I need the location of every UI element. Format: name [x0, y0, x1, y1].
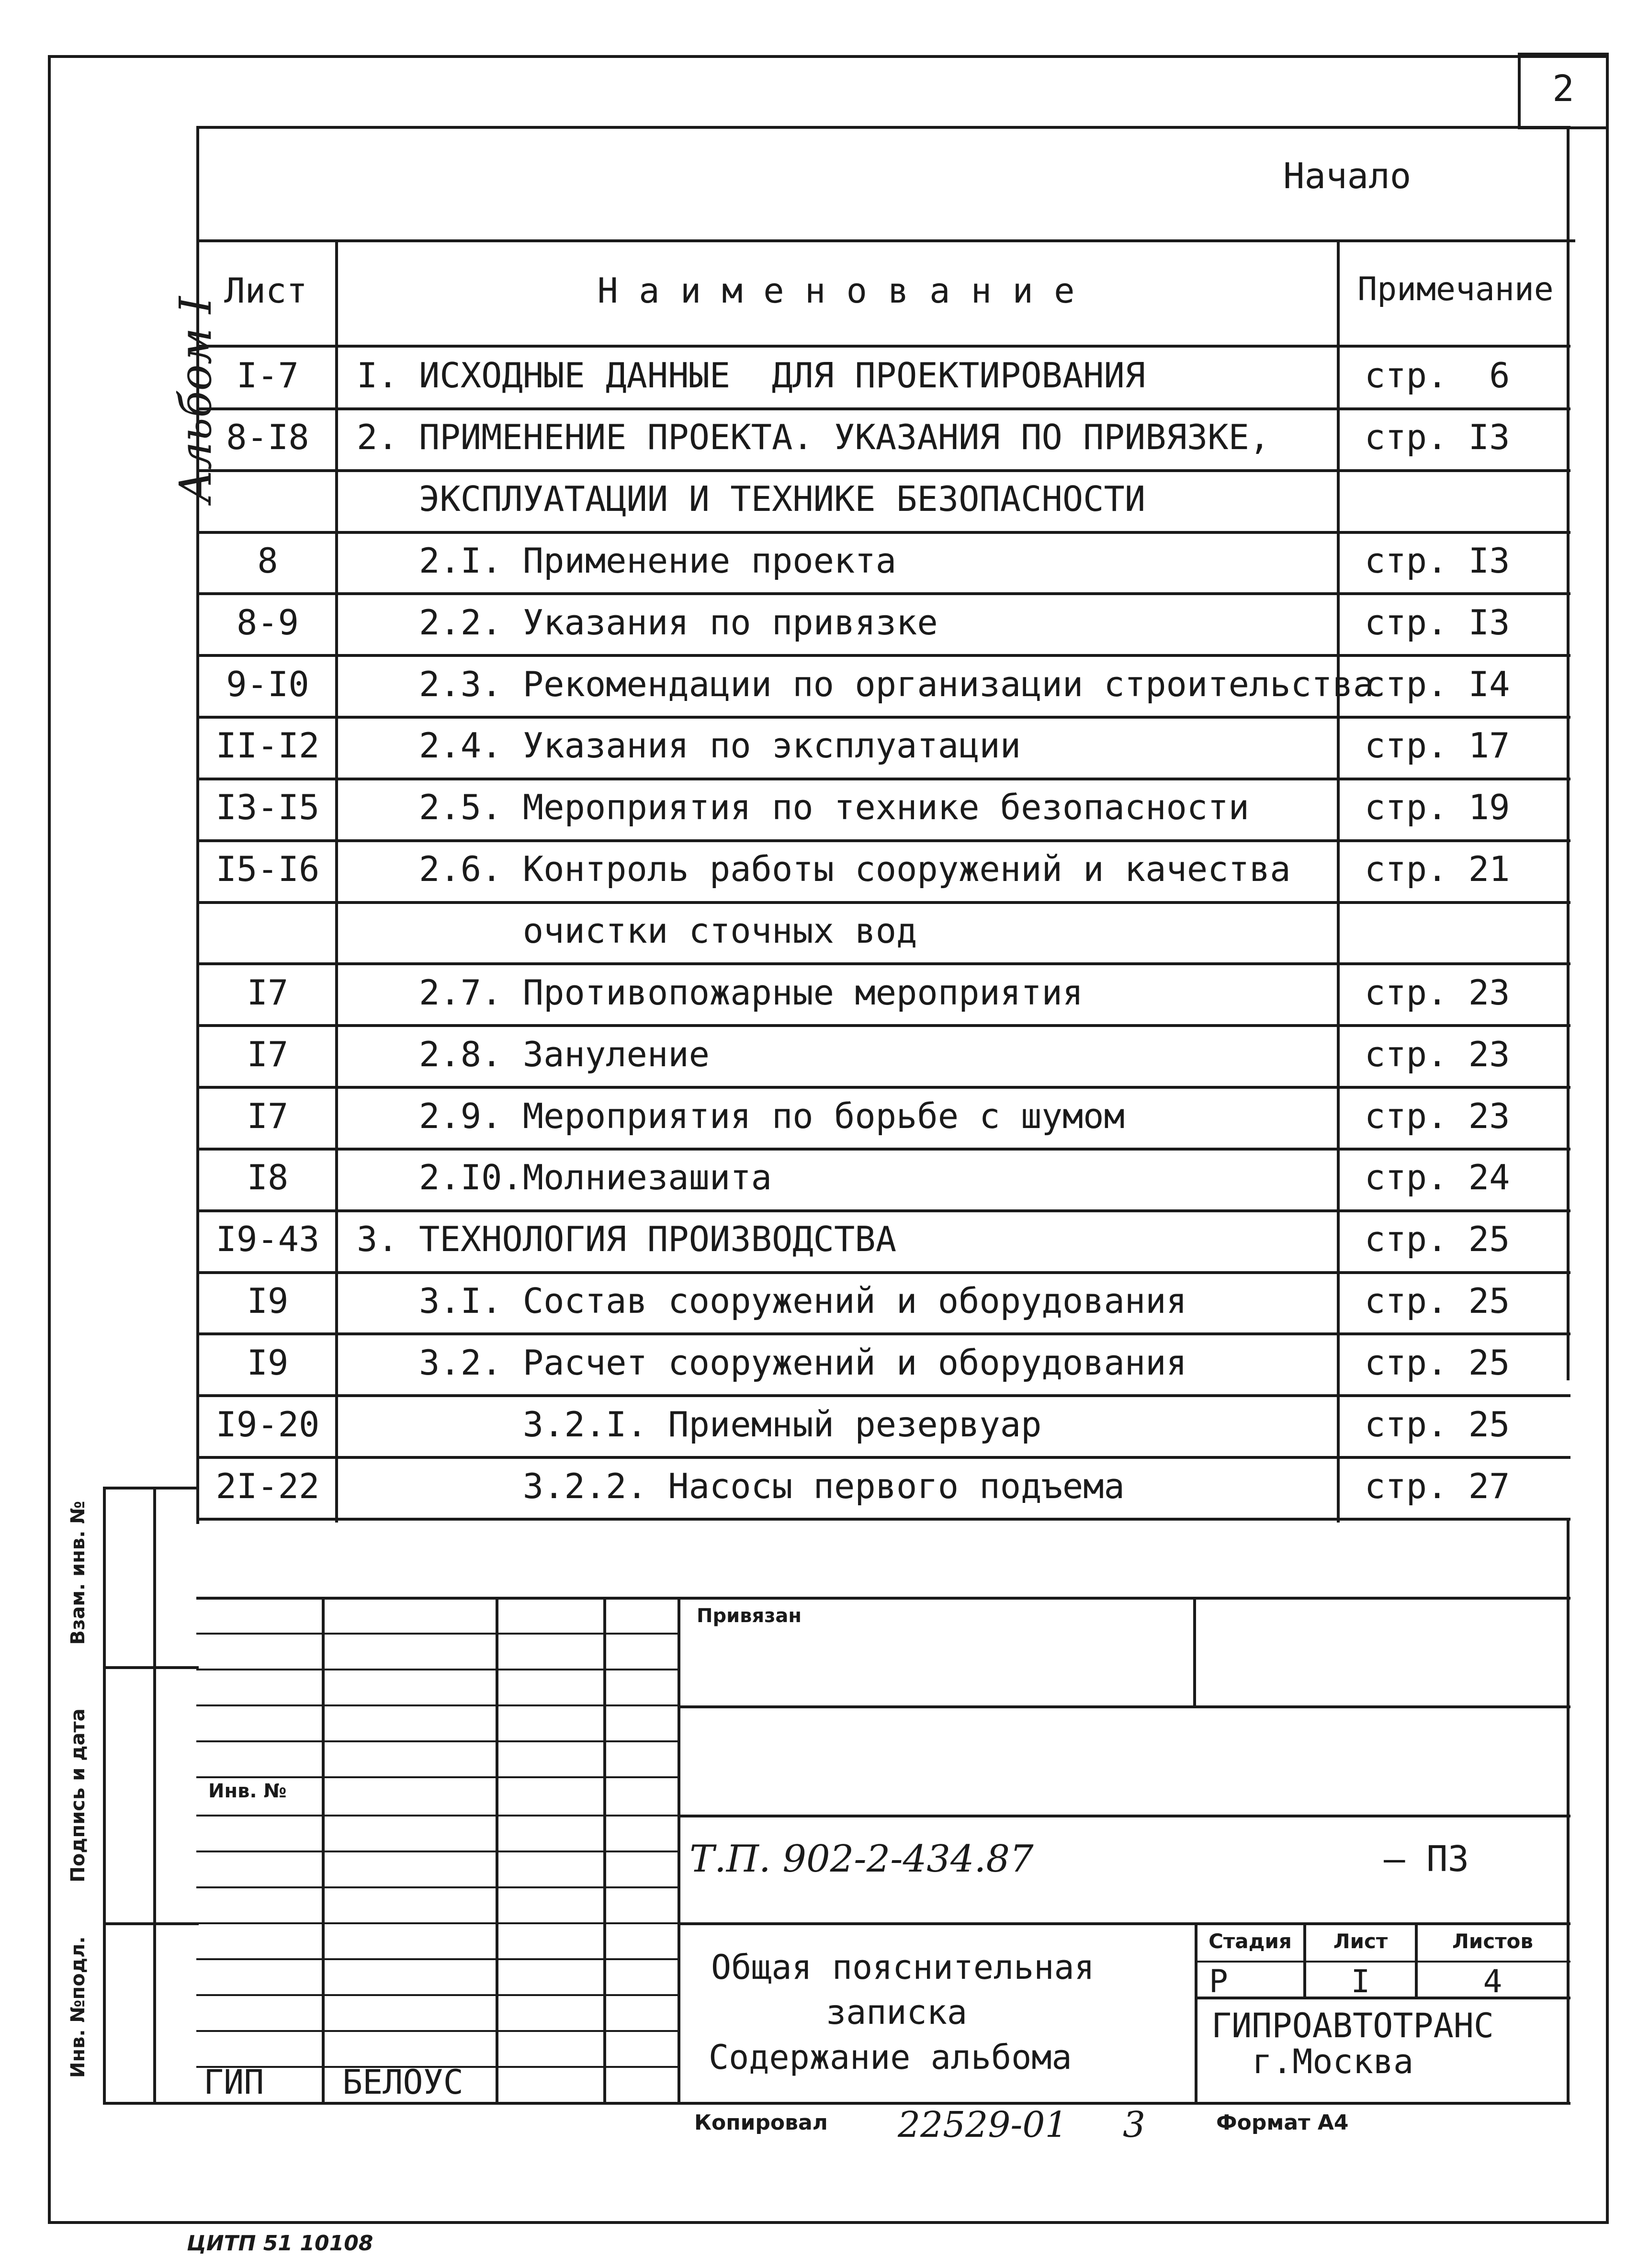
- printer-mark: ЦИТП 51 10108: [187, 2231, 373, 2256]
- stamp-grid-line: [196, 1704, 678, 1706]
- row-note: стр. 23: [1365, 972, 1510, 1013]
- org-line-1: ГИПРОАВТОТРАНС: [1211, 2006, 1494, 2045]
- row-note: стр. 25: [1365, 1404, 1510, 1444]
- row-sheet: I9-20: [215, 1404, 320, 1444]
- row-note: стр. 25: [1365, 1343, 1510, 1383]
- row-note: стр. 25: [1365, 1219, 1510, 1259]
- stage-header-line: [1195, 1961, 1570, 1963]
- row-name: 3.I. Состав сооружений и оборудования: [357, 1281, 1187, 1321]
- table-bottom-line: [196, 1518, 1570, 1521]
- row-divider: [196, 407, 1570, 410]
- stamp-grid-line: [196, 1922, 678, 1924]
- row-note: стр. 6: [1365, 355, 1510, 395]
- sheets-value: 4: [1483, 1963, 1502, 2000]
- gip-name: БЕЛОУС: [342, 2063, 463, 2102]
- row-name: 2.4. Указания по эксплуатации: [357, 725, 1021, 766]
- table-right-line: [1567, 126, 1570, 1380]
- row-note: стр. I3: [1365, 602, 1510, 643]
- stamp-grid-line: [196, 1886, 678, 1888]
- continuation-label: Начало: [1283, 156, 1412, 197]
- inv-no-label: Инв. №: [208, 1780, 287, 1802]
- row-note: стр. 23: [1365, 1034, 1510, 1074]
- row-divider: [196, 1271, 1570, 1274]
- row-sheet: 8: [257, 541, 278, 581]
- row-name: 2.3. Рекомендации по организации строительства: [357, 664, 1374, 704]
- row-sheet: I9: [247, 1281, 289, 1321]
- row-note: стр. 21: [1365, 849, 1510, 889]
- title-line-1: Общая пояснительная: [711, 1948, 1095, 1987]
- copy-number: 22529-01: [898, 2104, 1068, 2145]
- row-name: 2.7. Противопожарные мероприятия: [357, 972, 1084, 1013]
- side-stamp-sep2: [103, 1922, 199, 1925]
- row-note: стр. I4: [1365, 664, 1510, 704]
- inv-podl-label: Инв. №подл.: [67, 1936, 89, 2078]
- row-sheet: 2I-22: [215, 1466, 320, 1506]
- row-sheet: I5-I6: [215, 849, 320, 889]
- row-divider: [196, 469, 1570, 472]
- row-name: 2.5. Мероприятия по технике безопасности: [357, 787, 1249, 827]
- row-note: стр. I3: [1365, 541, 1510, 581]
- row-name: 2.I. Применение проекта: [357, 541, 897, 581]
- sheets-header: Листов: [1452, 1929, 1533, 1953]
- stamp-grid-line: [196, 1633, 678, 1635]
- vzam-inv-label: Взам. инв. №: [67, 1501, 89, 1645]
- row-sheet: I9: [247, 1343, 289, 1383]
- row-sheet: I7: [247, 972, 289, 1013]
- row-sheet: I9-43: [215, 1219, 320, 1259]
- row-divider: [196, 839, 1570, 842]
- stamp-col4: [678, 1597, 680, 2104]
- podpis-label: Подпись и дата: [67, 1708, 89, 1883]
- row-note: стр. 25: [1365, 1281, 1510, 1321]
- copied-label: Копировал: [694, 2110, 828, 2135]
- side-stamp-top: [103, 1487, 199, 1489]
- header-note: Примечание: [1357, 271, 1554, 308]
- row-divider: [196, 901, 1570, 904]
- stamp-top-line: [196, 1597, 1570, 1600]
- copy-page: 3: [1123, 2104, 1146, 2145]
- stamp-grid-line: [196, 1815, 678, 1817]
- format-label: Формат А4: [1216, 2110, 1349, 2135]
- table-left-line: [196, 126, 199, 1524]
- row-note: стр. I3: [1365, 417, 1510, 457]
- doc-suffix: – ПЗ: [1384, 1839, 1469, 1880]
- code-top-line: [678, 1815, 1570, 1817]
- title-line-2: записка: [826, 1993, 968, 2032]
- privyazan-divider: [1193, 1597, 1196, 1707]
- stamp-grid-line: [196, 1776, 678, 1778]
- row-divider: [196, 778, 1570, 780]
- stamp-grid-line: [196, 1994, 678, 1996]
- header-sheet: Лист: [224, 271, 307, 311]
- row-name: очистки сточных вод: [357, 911, 917, 951]
- row-name: I. ИСХОДНЫЕ ДАННЫЕ ДЛЯ ПРОЕКТИРОВАНИЯ: [357, 355, 1146, 395]
- row-divider: [196, 654, 1570, 657]
- doc-code: Т.П. 902-2-434.87: [689, 1838, 1034, 1881]
- row-divider: [196, 1394, 1570, 1397]
- row-divider: [196, 1024, 1570, 1027]
- col-note-divider: [1337, 239, 1340, 1523]
- row-divider: [196, 1148, 1570, 1151]
- row-name: 2.I0.Молниезашита: [357, 1157, 772, 1197]
- row-name: 2.9. Мероприятия по борьбе с шумом: [357, 1096, 1125, 1136]
- stamp-grid-line: [196, 1851, 678, 1852]
- row-sheet: I3-I5: [215, 787, 320, 827]
- sheet-value: I: [1351, 1963, 1370, 2000]
- stamp-grid-line: [196, 1740, 678, 1742]
- row-name: 2.2. Указания по привязке: [357, 602, 938, 643]
- row-note: стр. 27: [1365, 1466, 1510, 1506]
- row-note: стр. 17: [1365, 725, 1510, 766]
- org-line-2: г.Москва: [1252, 2042, 1414, 2081]
- row-divider: [196, 1456, 1570, 1459]
- col-sheet-divider: [335, 239, 338, 1523]
- row-name: 2.6. Контроль работы сооружений и качества: [357, 849, 1291, 889]
- row-name: 3.2.I. Приемный резервуар: [357, 1404, 1042, 1444]
- gip-label: ГИП: [203, 2063, 264, 2102]
- row-name: 3. ТЕХНОЛОГИЯ ПРОИЗВОДСТВА: [357, 1219, 897, 1259]
- stamp-grid-line: [196, 2030, 678, 2032]
- row-note: стр. 24: [1365, 1157, 1510, 1197]
- sheet-header: Лист: [1333, 1929, 1388, 1953]
- row-name: 2. ПРИМЕНЕНИЕ ПРОЕКТА. УКАЗАНИЯ ПО ПРИВЯЗКЕ,: [357, 417, 1270, 457]
- table-right-lower: [1567, 1518, 1570, 2104]
- row-sheet: 8-9: [236, 602, 299, 643]
- row-name: 3.2.2. Насосы первого подъема: [357, 1466, 1125, 1506]
- row-sheet: 8-I8: [226, 417, 309, 457]
- row-sheet: I7: [247, 1096, 289, 1136]
- table-top-line: [196, 126, 1570, 129]
- header-name: Н а и м е н о в а н и е: [597, 271, 1075, 311]
- stamp-grid-line: [196, 1958, 678, 1960]
- row-sheet: 9-I0: [226, 664, 309, 704]
- row-note: стр. 19: [1365, 787, 1510, 827]
- row-divider: [196, 962, 1570, 965]
- row-divider: [196, 1209, 1570, 1212]
- row-note: стр. 23: [1365, 1096, 1510, 1136]
- row-divider: [196, 716, 1570, 719]
- header-bottom-line: [196, 345, 1570, 348]
- privyazan-label: Привязан: [697, 1605, 802, 1627]
- row-divider: [196, 1086, 1570, 1089]
- stamp-grid-line: [196, 1669, 678, 1670]
- row-divider: [196, 592, 1570, 595]
- side-stamp-inner-line: [153, 1487, 156, 2104]
- page-number: 2: [1552, 67, 1574, 110]
- header-top-line: [196, 239, 1575, 242]
- row-divider: [196, 1332, 1570, 1335]
- row-name: ЭКСПЛУАТАЦИИ И ТЕХНИКЕ БЕЗОПАСНОСТИ: [357, 479, 1146, 519]
- side-stamp-sep1: [103, 1666, 199, 1669]
- privyazan-bottom: [678, 1705, 1570, 1708]
- row-sheet: I-7: [236, 355, 299, 395]
- row-divider: [196, 531, 1570, 534]
- side-stamp-left-line: [103, 1487, 106, 2104]
- row-sheet: II-I2: [215, 725, 320, 766]
- row-sheet: I7: [247, 1034, 289, 1074]
- title-line-3: Содержание альбома: [709, 2038, 1072, 2077]
- stage-value: Р: [1209, 1963, 1228, 2000]
- row-name: 2.8. Зануление: [357, 1034, 710, 1074]
- album-label: Альбом I: [170, 296, 221, 503]
- row-sheet: I8: [247, 1157, 289, 1197]
- stage-header: Стадия: [1209, 1929, 1292, 1953]
- row-name: 3.2. Расчет сооружений и оборудования: [357, 1343, 1187, 1383]
- code-bottom-line: [678, 1922, 1570, 1925]
